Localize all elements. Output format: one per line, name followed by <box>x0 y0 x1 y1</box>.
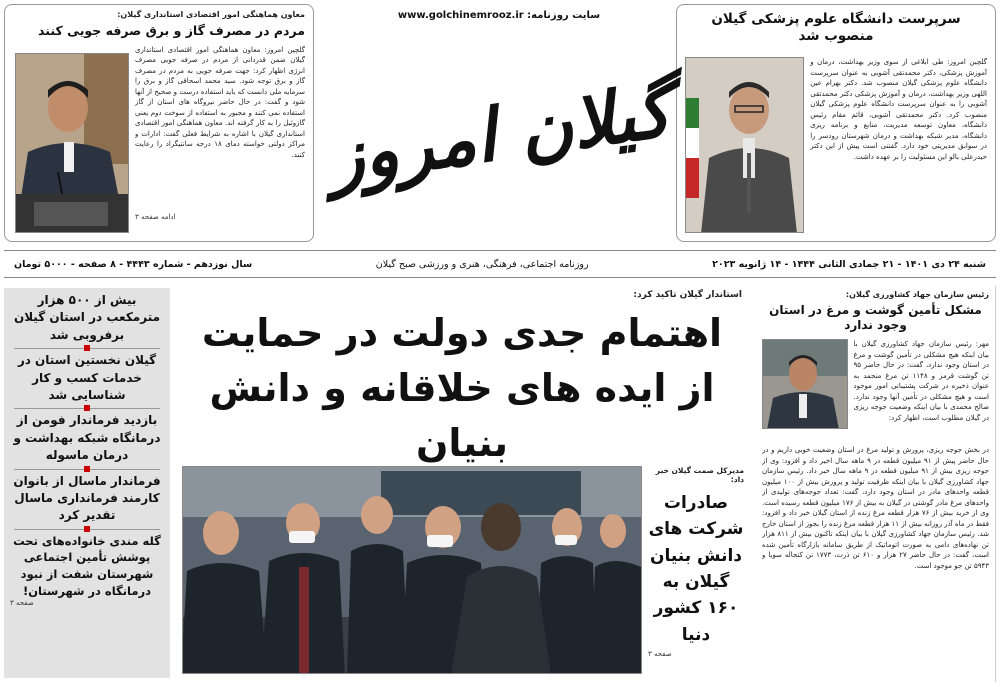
left-news-column <box>4 288 170 678</box>
left-item-4: فرماندار ماسال از بانوان کارمند فرمانداری ماسال تقدیر کرد <box>13 473 161 523</box>
export-story <box>644 462 748 678</box>
export-headline: صادرات شرکت های دانش بنیان گیلان به ۱۶۰ کشور دنیا <box>648 493 744 645</box>
top-left-more: ادامه صفحه ۳ <box>135 212 176 221</box>
left-page-ref: صفحه ۳ <box>10 599 34 608</box>
separator <box>10 404 164 412</box>
site-label: سایت روزنامه: <box>527 10 601 21</box>
site-url[interactable]: www.golchinemrooz.ir <box>397 10 524 21</box>
exhibition-photo <box>182 466 642 674</box>
date-bar <box>4 250 996 278</box>
issue-info: سال نوزدهم - شماره ۴۴۴۳ - ۸ صفحه - ۵۰۰۰ تومان <box>14 258 253 270</box>
main-kicker: استاندار گیلان تاکید کرد: <box>633 290 742 300</box>
top-left-kicker: معاون هماهنگی امور اقتصادی استانداری گیلان: <box>117 10 305 19</box>
top-right-headline: سرپرست دانشگاه علوم پزشکی گیلان منصوب شد <box>711 11 961 44</box>
site-url-line <box>330 10 668 21</box>
export-page-ref: صفحه ۳ <box>648 650 672 659</box>
newspaper-logo <box>322 28 676 238</box>
agri-head-photo <box>762 339 848 429</box>
right-column-body-bottom: در بخش جوجه ریزی، پرورش و تولید مرغ در استان وضعیت خوبی داریم و در حال حاضر پیش از ۹۱ میلیون قطعه در ۹ ماهه سال اخیر داد و افزود: وی از جوجه ریزی بیش از ۹۱ میلیون قطعه در ۹ ماهه سال خبر داد. رئیس سازمان جهاد کشاورزی گیلان با بیان اینکه ظرفیت تولید و پرورش بیش از ۱۰۰ میلیون قطعه واحدهای مادر در استان وجود دارد، گفت: تعداد جوجه‌های تولیدی از واحدهای مرغ مادر گوشتی در گیلان به بیش از ۱۷۶ میلیون قطعه رسیده است. وی از خرید بیش از ۷۶ هزار قطعه مرغ زنده از استان گیلان خبر داد و افزود: فقط در ماه آذر روزانه بیش از ۱۱ هزار قطعه مرغ زنده را بجوز از استان خارج شد. رئیس سازمان جهاد کشاورزی گیلان با بیان اینکه تاکنون بیش از ۸۱۱ هزار تن نهاده‌های دامی به صورت اتوماتیک از طریق سامانه بازارگاه تأمین شده است، گفت: در حال حاضر ۲۷ هزار و ۶۱۰ تن ذرت، ۱۷۷۳ تن کنجاله سویا و ۵۹۴۳ تن جو موجود است. <box>762 446 989 570</box>
right-column-story <box>756 286 996 682</box>
main-headline: اهتمام جدی دولت در حمایت از ایده های خلاقانه و دانش بنیان <box>201 311 723 466</box>
left-item-5: گله مندی خانواده‌های تحت پوشش تأمین اجتماعی شهرستان شفت از نبود درمانگاه در شهرستان! <box>13 533 161 598</box>
right-column-headline: مشکل تأمین گوشت و مرغ در استان وجود ندارد <box>769 303 982 332</box>
main-story <box>176 286 748 466</box>
top-right-body: گلچین امروز: طی ابلاغی از سوی وزیر بهداشت، درمان و آموزش پزشکی، دکتر محمدتقی آشوبی به عنوان سرپرست دانشگاه علوم پزشکی گیلان منصوب شد. دکتر بهرام عین اللهی وزیر بهداشت، درمان و آموزش پزشکی دکتر محمدتقی آشوبی را به عنوان سرپرست دانشگاه علوم پزشکی گیلان منصوب کرد. دکتر محمدتقی آشوبی، قائم مقام رئیس دانشگاه، معاون توسعه مدیریت، منابع و برنامه ریزی دانشگاه، مدیر شبکه بهداشت و درمان شهرستان رودسر را در سوابق مدیریتی خود دارد. گفتنی است پیش از این دکتر حیدرعلی بالو این مسئولیت را بر عهده داشت. <box>810 58 987 161</box>
top-left-body: گلچین امروز: معاون هماهنگی امور اقتصادی استانداری گیلان ضمن قدردانی از مردم در صرفه جویی مصرف انرژی اظهار کرد: جهت صرفه جویی به مردم در مصرف گاز و برق توجه شود. سید محمد اسحاقی گاز و برق را سرمایه ملی دانست که باید استفاده درست و صحیح از آنها شود و گفت: در حال حاضر نیروگاه های استان از گاز استفاده نمی کنند و مجبور به استفاده از سوخت دوم یعنی گازوئیل را به کار گرفته اند. معاون هماهنگی امور اقتصادی استانداری گیلان با اشاره به شرایط فعلی گفت: ادارات و مراکز دولتی خواسته دمای ۱۸ درجه سانتیگراد را رعایت کنند. <box>135 45 305 159</box>
separator <box>10 525 164 533</box>
left-item-1: بیش از ۵۰۰ هزار مترمکعب در استان گیلان برفروبی شد <box>13 293 161 342</box>
left-item-2: گیلان نخستین استان در خدمات کسب و کار شناسایی شد <box>17 353 157 402</box>
export-kicker: مدیرکل صمت گیلان خبر داد: <box>655 466 744 484</box>
separator <box>10 344 164 352</box>
deputy-photo <box>15 53 129 233</box>
top-left-headline: مردم در مصرف گاز و برق صرفه جویی کنند <box>38 23 305 38</box>
right-column-body-top: مهر: رئیس سازمان جهاد کشاورزی گیلان با بیان اینکه هیچ مشکلی در تأمین گوشت و مرغ در استان وجود ندارد، گفت: در حال حاضر ۹۵ تن گوشت قرمز و ۱۱۴۸ تن مرغ منجمد به عنوان ذخیره در شرکت پشتیبانی امور موجود است و هیچ مشکلی در تأمین آنها وجود ندارد. صالح محمدی با بیان اینکه وضعیت جوجه ریزی در گیلان مطلوب است، اظهار کرد: <box>853 340 989 422</box>
official-photo <box>685 57 804 233</box>
logo-text: گیلان امروز <box>322 66 676 200</box>
separator <box>10 465 164 473</box>
top-right-story <box>676 4 996 242</box>
top-left-story <box>4 4 314 242</box>
paper-subtitle: روزنامه اجتماعی، فرهنگی، هنری و ورزشی صبح گیلان <box>375 258 589 270</box>
left-item-3: بازدید فرماندار فومن از درمانگاه شبکه بهداشت و درمان ماسوله <box>13 413 161 463</box>
right-column-kicker: رئیس سازمان جهاد کشاورزی گیلان: <box>845 290 989 299</box>
issue-date: شنبه ۲۴ دی ۱۴۰۱ - ۲۱ جمادی الثانی ۱۴۴۴ - ۱۴ ژانویه ۲۰۲۳ <box>712 258 986 270</box>
